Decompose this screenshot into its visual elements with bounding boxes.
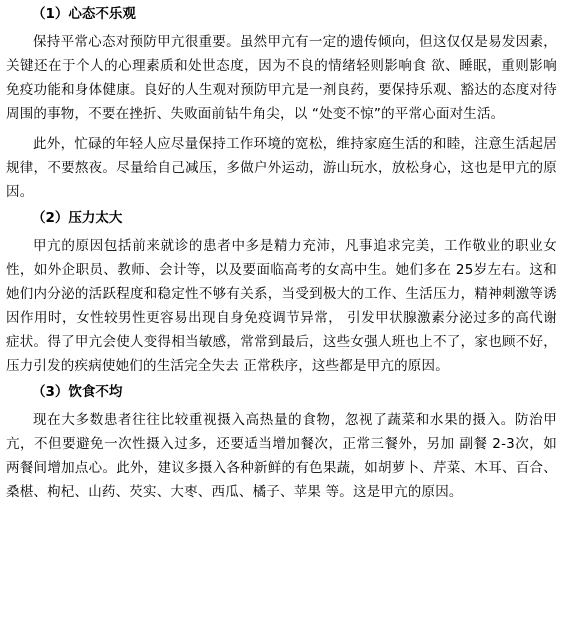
paragraph-mood-1: 保持平常心态对预防甲亢很重要。虽然甲亢有一定的遗传倾向，但这仅仅是易发因素，关键还在于个人的心理素质和处世态度，因为不良的情绪轻则影响食 欲、睡眠，重则影响免疫功能和身体健康。良好的人生观对预防甲亢是一剂良药，要保持乐观、豁达的态度对待周围的事物，不要在挫折、失败面前钻牛角尖，以 “处变不惊”的平常心面对生活。 [6, 34, 557, 122]
paragraph-diet-1: 现在大多数患者往往比较重视摄入高热量的食物，忽视了蔬菜和水果的摄入。防治甲亢，不但要避免一次性摄入过多，还要适当增加餐次，正常三餐外，另加 副餐 2-3次，如两餐间增加点心。此外，建议多摄入各种新鲜的有色果蔬，如胡萝卜、芹菜、木耳、百合、桑椹、枸杞、山药、芡实、大枣、西瓜、橘子、苹果 等。这是甲亢的原因。 [6, 412, 557, 500]
paragraph-stress-1: 甲亢的原因包括前来就诊的患者中多是精力充沛，凡事追求完美，工作敬业的职业女性，如外企职员、教师、会计等，以及要面临高考的女高中生。她们多在 25岁左右。这和她们内分泌的活跃程度和稳定性不够有关系，当受到极大的工作、生活压力，精神刺激等诱因作用时，女性较男性更容易出现自身免疫调节异常， 引发甲状腺激素分泌过多的高代谢症状。得了甲亢会使人变得相当敏感，常常到最后，这些女强人班也上不了，家也顾不好，压力引发的疾病使她们的生活完全失去 正常秩序，这些都是甲亢的原因。 [6, 238, 557, 374]
section-heading-stress: （2）压力太大 [32, 210, 123, 226]
section-heading-mood: （1）心态不乐观 [32, 6, 136, 22]
section-heading-diet: （3）饮食不均 [32, 384, 123, 400]
paragraph-mood-2: 此外，忙碌的年轻人应尽量保持工作环境的宽松，维持家庭生活的和睦，注意生活起居规律，不要熬夜。尽量给自己减压，多做户外运动，游山玩水，放松身心，这也是甲亢的原因。 [6, 136, 557, 200]
